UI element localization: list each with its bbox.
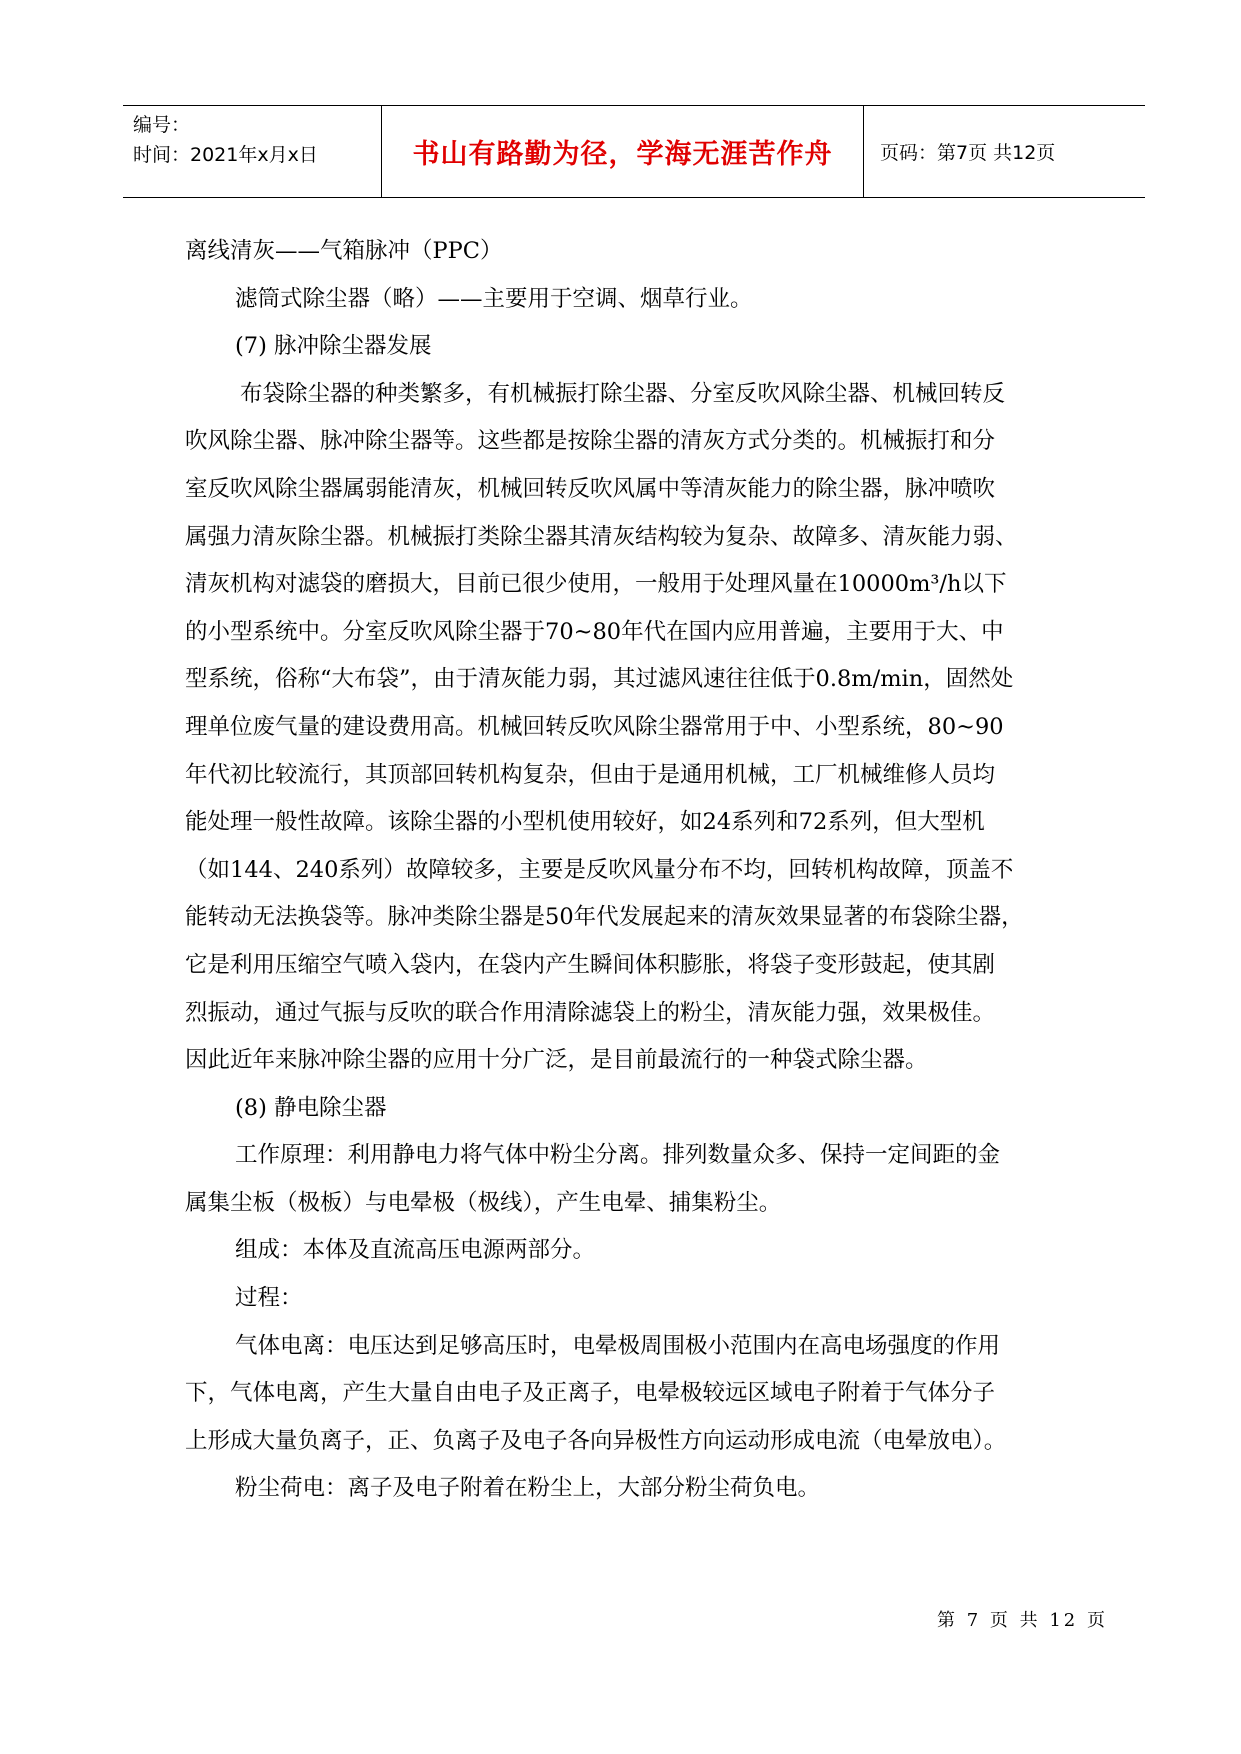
body-line: 能转动无法换袋等。脉冲类除尘器是50年代发展起来的清灰效果显著的布袋除尘器， — [185, 904, 1024, 931]
body-line: 年代初比较流行，其顶部回转机构复杂，但由于是通用机械，工厂机械维修人员均 — [185, 761, 996, 788]
body-line: 能处理一般性故障。该除尘器的小型机使用较好，如24系列和72系列，但大型机 — [185, 809, 985, 836]
body-line: 属集尘板（极板）与电晕极（极线），产生电晕、捕集粉尘。 — [185, 1189, 782, 1216]
body-line: 下，气体电离，产生大量自由电子及正离子，电晕极较远区域电子附着于气体分子 — [185, 1380, 996, 1407]
body-line: 理单位废气量的建设费用高。机械回转反吹风除尘器常用于中、小型系统，80~90 — [185, 713, 1004, 740]
body-line: （如144、240系列）故障较多，主要是反吹风量分布不均，回转机构故障，顶盖不 — [185, 856, 1014, 883]
header-page-info: 页码：第7页 共12页 — [880, 142, 1056, 164]
body-line: 组成：本体及直流高压电源两部分。 — [235, 1237, 596, 1264]
body-line: 布袋除尘器的种类繁多，有机械振打除尘器、分室反吹风除尘器、机械回转反 — [240, 380, 1006, 407]
body-line: 滤筒式除尘器（略）——主要用于空调、烟草行业。 — [235, 285, 753, 312]
body-line: 过程： — [235, 1285, 303, 1312]
header-motto: 书山有路勤为径，学海无涯苦作舟 — [382, 106, 864, 197]
body-line: 烈振动，通过气振与反吹的联合作用清除滤袋上的粉尘，清灰能力强，效果极佳。 — [185, 999, 996, 1026]
body-line: 粉尘荷电：离子及电子附着在粉尘上，大部分粉尘荷负电。 — [235, 1475, 821, 1502]
header-time-label: 时间：2021年x月x日 — [133, 144, 318, 166]
body-line: 工作原理：利用静电力将气体中粉尘分离。排列数量众多、保持一定间距的金 — [235, 1142, 1001, 1169]
body-line: 因此近年来脉冲除尘器的应用十分广泛，是目前最流行的一种袋式除尘器。 — [185, 1047, 928, 1074]
header-meta — [123, 106, 382, 197]
body-line: 的小型系统中。分室反吹风除尘器于70~80年代在国内应用普遍，主要用于大、中 — [185, 618, 1004, 645]
body-line: 清灰机构对滤袋的磨损大，目前已很少使用，一般用于处理风量在10000m³/h以下 — [185, 571, 1007, 598]
section-heading-7: (7) 脉冲除尘器发展 — [235, 333, 432, 360]
body-line: 气体电离：电压达到足够高压时，电晕极周围极小范围内在高电场强度的作用 — [235, 1332, 1001, 1359]
body-line: 属强力清灰除尘器。机械振打类除尘器其清灰结构较为复杂、故障多、清灰能力弱、 — [185, 523, 1018, 550]
header-number-label: 编号： — [133, 114, 191, 136]
body-line: 它是利用压缩空气喷入袋内，在袋内产生瞬间体积膨胀，将袋子变形鼓起，使其剧 — [185, 951, 996, 978]
body-line: 吹风除尘器、脉冲除尘器等。这些都是按除尘器的清灰方式分类的。机械振打和分 — [185, 428, 996, 455]
body-line: 室反吹风除尘器属弱能清灰，机械回转反吹风属中等清灰能力的除尘器，脉冲喷吹 — [185, 475, 996, 502]
section-heading-8: (8) 静电除尘器 — [235, 1094, 387, 1121]
page-header — [123, 105, 1145, 198]
body-line: 上形成大量负离子，正、负离子及电子各向异极性方向运动形成电流（电晕放电）。 — [185, 1427, 1007, 1454]
document-body — [185, 228, 1085, 1513]
body-line: 型系统，俗称“大布袋”，由于清灰能力弱，其过滤风速往往低于0.8m/min，固然处 — [185, 666, 1014, 693]
body-line: 离线清灰——气箱脉冲（PPC） — [185, 238, 503, 264]
page-footer: 第 7 页 共 12 页 — [937, 1610, 1108, 1631]
